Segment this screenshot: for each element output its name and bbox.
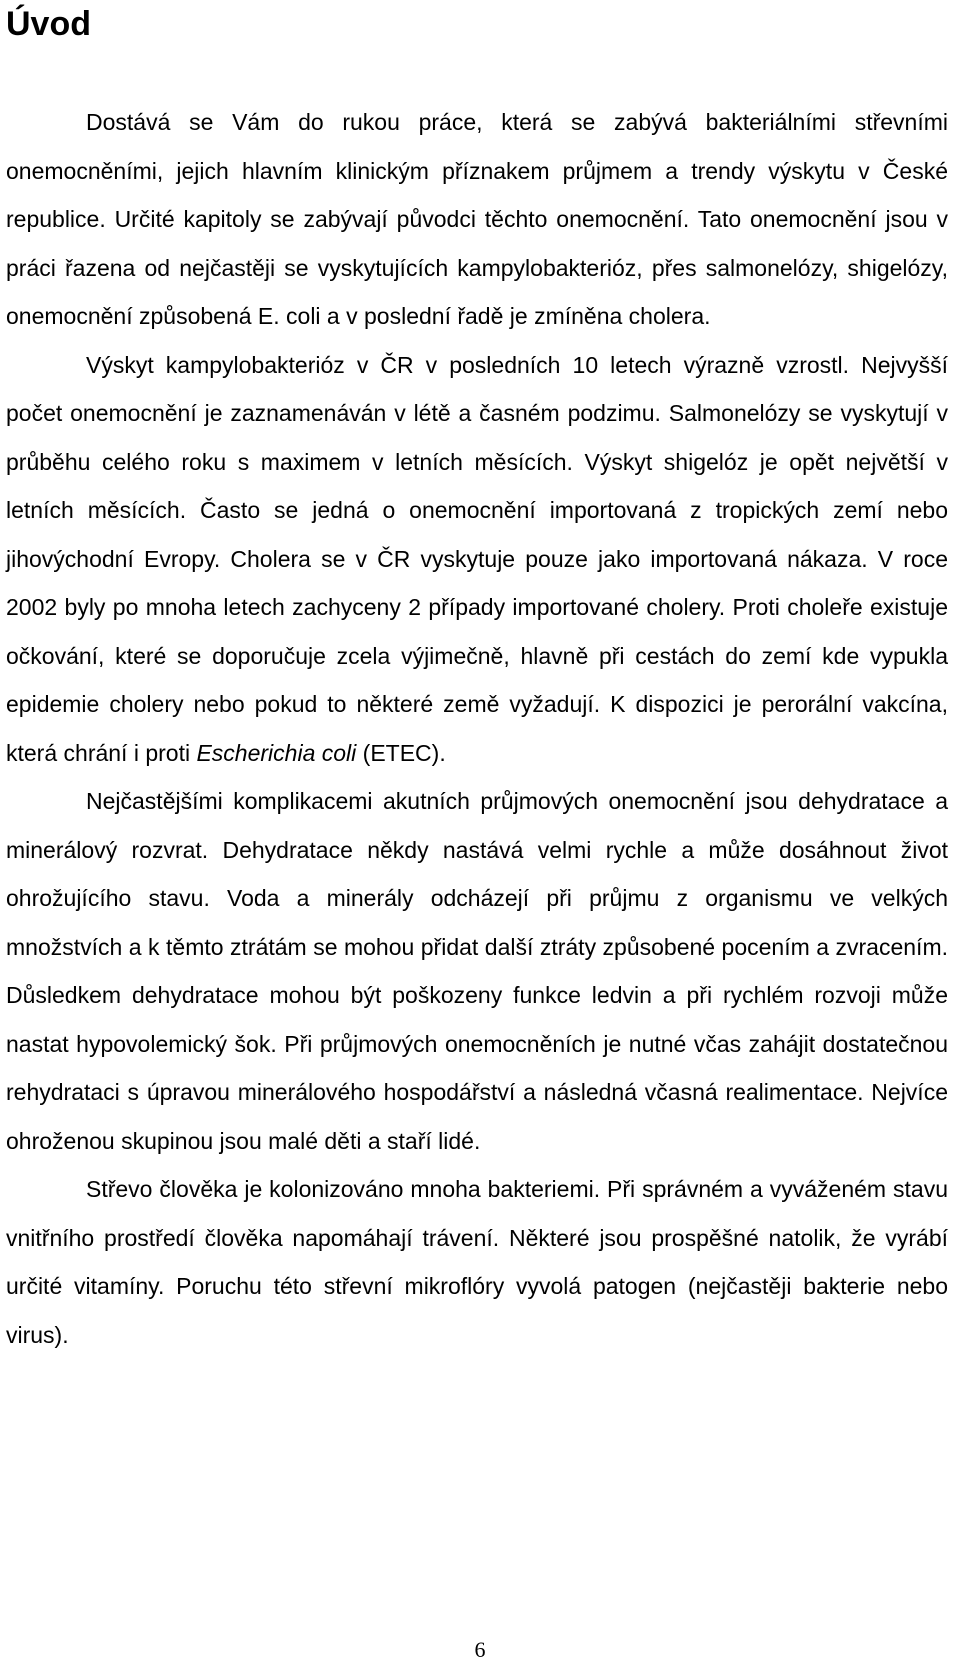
paragraph-complications (6, 777, 948, 1165)
italic-term: Escherichia coli (196, 739, 357, 766)
paragraph-text: Střevo člověka je kolonizováno mnoha bakteriemi. Při správném a vyváženém stavu vnitřního prostředí člověka napomáhají trávení. Některé jsou prospěšné natolik, že vyrábí určité vitamíny. Poruchu této střevní mikroflóry vyvolá patogen (nejčastěji bakterie nebo virus). (6, 1176, 948, 1348)
paragraph-text: Dostává se Vám do rukou práce, která se zabývá bakteriálními střevními onemocněními, jejich hlavním klinickým příznakem průjmem a trendy výskytu v České republice. Určité kapitoly se zabývají původci těchto onemocnění. Tato onemocnění jsou v práci řazena od nejčastěji se vyskytujících kampylobakterióz, přes salmonelózy, shigelózy, onemocnění způsobená E. coli a v poslední řadě je zmíněna cholera. (6, 109, 948, 329)
paragraph-text: Výskyt kampylobakterióz v ČR v posledních 10 letech výrazně vzrostl. Nejvyšší počet onemocnění je zaznamenáván v létě a časném podzimu. Salmonelózy se vyskytují v průběhu celého roku s maximem v letních měsících. Výskyt shigelóz je opět největší v letních měsících. Často se jedná o onemocnění importovaná z tropických zemí nebo jihovýchodní Evropy. Cholera se v ČR vyskytuje pouze jako importovaná nákaza. V roce 2002 byly po mnoha letech zachyceny 2 případy importované cholery. Proti choleře existuje očkování, které se doporučuje zcela výjimečně, hlavně při cestách do zemí kde vypukla epidemie cholery nebo pokud to některé země vyžadují. K dispozici je perorální vakcína, která chrání i proti (6, 351, 948, 766)
page-title: Úvod (6, 5, 91, 43)
page-number: 6 (474, 1637, 486, 1662)
paragraph-text-end: (ETEC). (356, 739, 446, 766)
paragraph-occurrence (6, 341, 948, 778)
body-text (6, 98, 948, 1359)
paragraph-microflora (6, 1165, 948, 1359)
paragraph-text: Nejčastějšími komplikacemi akutních průjmových onemocnění jsou dehydratace a minerálový rozvrat. Dehydratace někdy nastává velmi rychle a může dosáhnout život ohrožujícího stavu. Voda a minerály odcházejí při průjmu z organismu ve velkých množstvích a k těmto ztrátám se mohou přidat další ztráty způsobené pocením a zvracením. Důsledkem dehydratace mohou být poškozeny funkce ledvin a při rychlém rozvoji může nastat hypovolemický šok. Při průjmových onemocněních je nutné včas zahájit dostatečnou rehydrataci s úpravou minerálového hospodářství a následná včasná realimentace. Nejvíce ohroženou skupinou jsou malé děti a staří lidé. (6, 788, 948, 1154)
paragraph-intro (6, 98, 948, 341)
